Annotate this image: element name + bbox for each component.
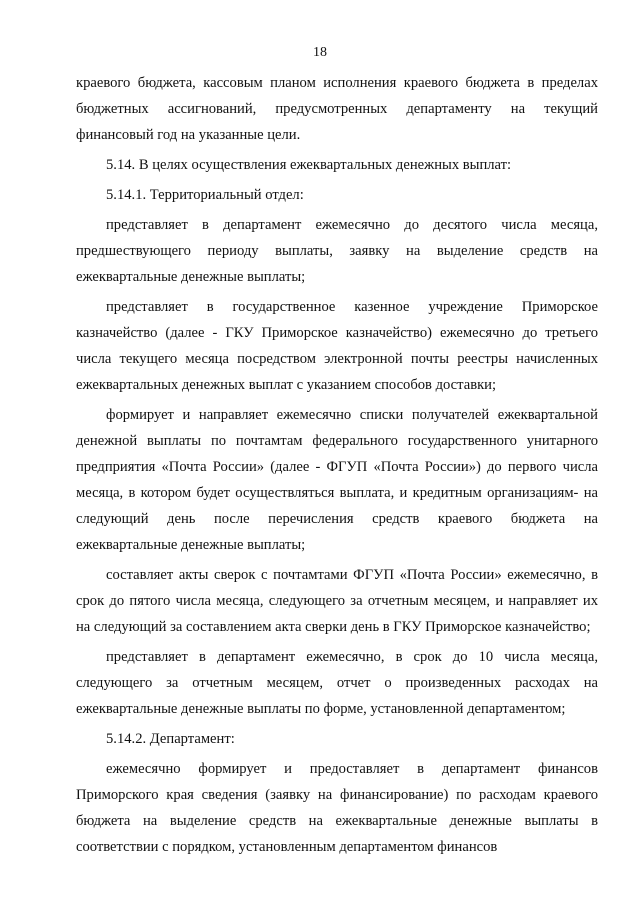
paragraph-section-5-14-2: 5.14.2. Департамент: <box>106 731 235 747</box>
paragraph-department-duties: ежемесячно формирует и предоставляет в департамент финансов Приморского края сведения (заявку на финансирование) по расходам краевого бюджета на выделение средств на ежеквартальные денежные выплаты в соответствии с порядком, установленным департаментом финансов <box>76 761 598 855</box>
paragraph-request-submission: представляет в департамент ежемесячно до десятого числа месяца, предшествующего периоду выплаты, заявку на выделение средств на ежеквартальные денежные выплаты; <box>76 217 598 285</box>
paragraph-continuation: краевого бюджета, кассовым планом исполнения краевого бюджета в пределах бюджетных ассигнований, предусмотренных департаменту на текущий финансовый год на указанные цели. <box>76 75 598 143</box>
paragraph-recipient-lists: формирует и направляет ежемесячно списки получателей ежеквартальной денежной выплаты по почтамтам федерального государственного унитарного предприятия «Почта России» (далее - ФГУП «Почта России») до первого числа месяца, в котором будет осуществляться выплата, и кредитным организациям- на следующий день после перечисления средств краевого бюджета на ежеквартальные денежные выплаты; <box>76 407 598 553</box>
paragraph-section-5-14: 5.14. В целях осуществления ежеквартальных денежных выплат: <box>106 157 512 173</box>
paragraph-expense-report: представляет в департамент ежемесячно, в срок до 10 числа месяца, следующего за отчетным месяцем, отчет о произведенных расходах на ежеквартальные денежные выплаты по форме, установленной департаментом; <box>76 649 598 717</box>
page-number: 18 <box>313 45 327 60</box>
paragraph-treasury-registers: представляет в государственное казенное учреждение Приморское казначейство (далее - ГКУ Приморское казначейство) ежемесячно до третьего числа текущего месяца посредством электронной почты реестры начисленных ежеквартальных денежных выплат с указанием способов доставки; <box>76 299 598 393</box>
paragraph-section-5-14-1: 5.14.1. Территориальный отдел: <box>106 187 304 203</box>
paragraph-reconciliation-acts: составляет акты сверок с почтамтами ФГУП «Почта России» ежемесячно, в срок до пятого числа месяца, следующего за отчетным месяцем, и направляет их на следующий за составлением акта сверки день в ГКУ Приморское казначейство; <box>76 567 598 635</box>
document-body <box>76 70 598 860</box>
